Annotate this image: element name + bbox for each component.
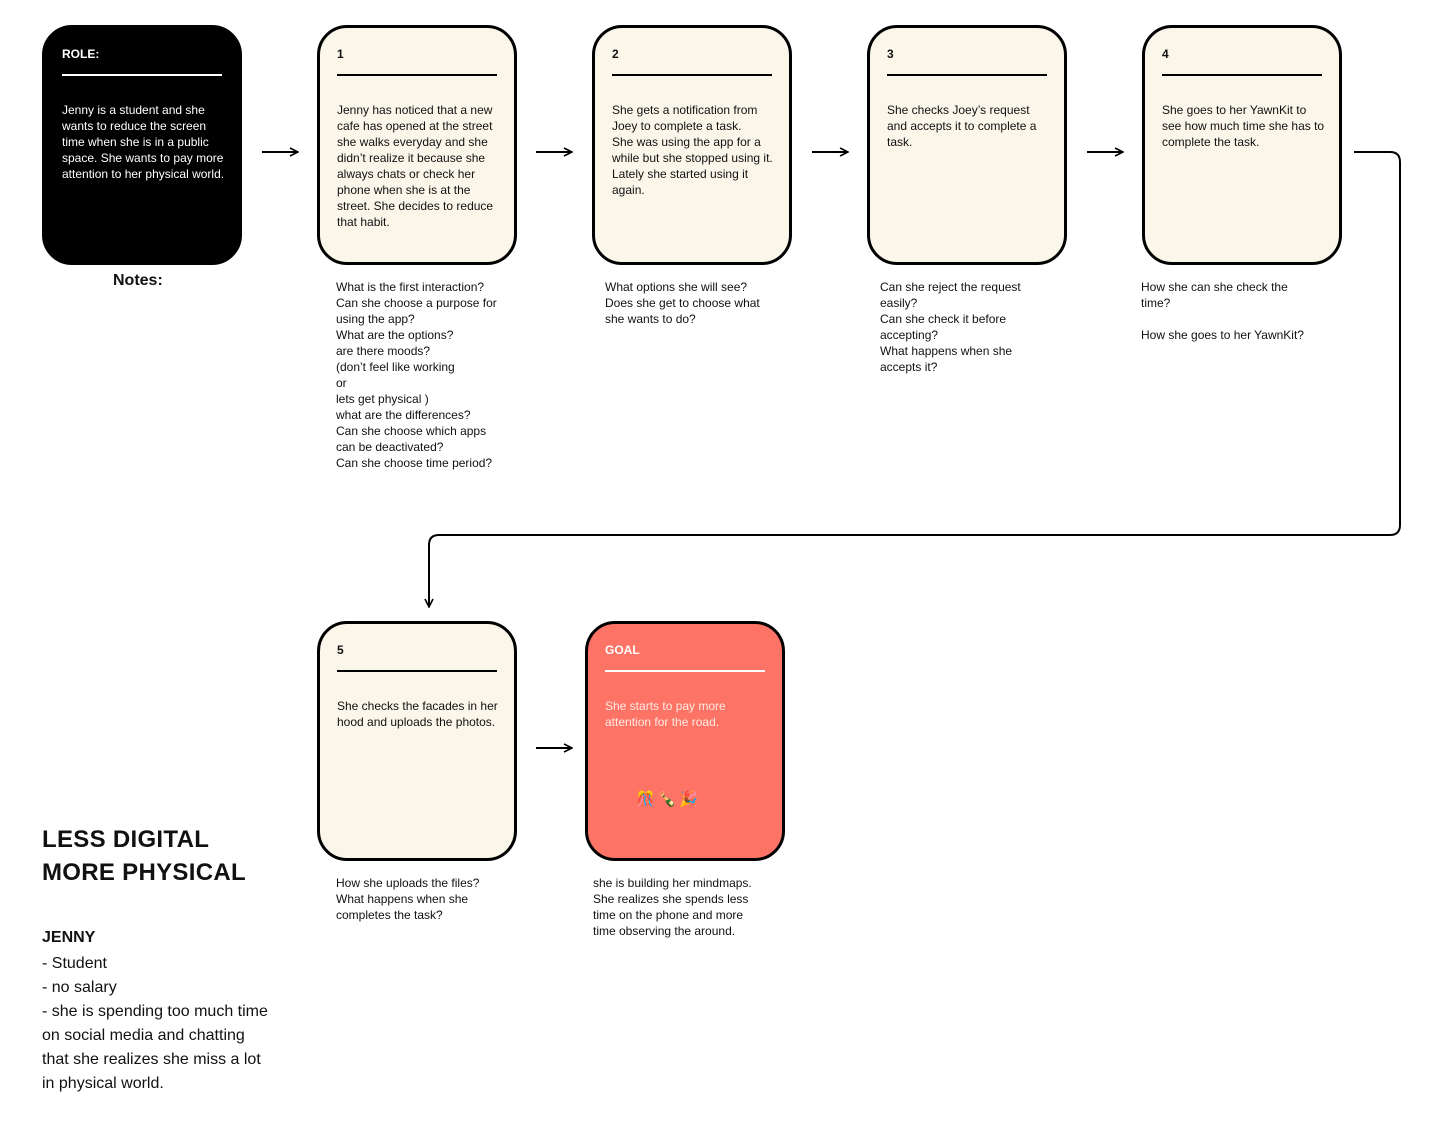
step-card-number: 4	[1162, 47, 1169, 61]
step-card-text: She gets a notification from Joey to complete a task. She was using the app for a while but she stopped using it. Lately she started using it again.	[612, 103, 773, 197]
role-card-heading: ROLE:	[62, 47, 100, 61]
step-card-divider	[887, 74, 1047, 76]
step-card-text: She checks Joey’s request and accepts it to complete a task.	[887, 103, 1037, 149]
step-card-text: She goes to her YawnKit to see how much time she has to complete the task.	[1162, 103, 1325, 149]
step-card-5	[317, 621, 517, 861]
notes-label: Notes:	[113, 272, 163, 289]
step-card-number: 3	[887, 47, 894, 61]
step-note-1: What is the first interaction? Can she choose a purpose for using the app? What are the options? are there moods? (don’t feel like working or lets get physical ) what are the differences? Can she choose which apps can be deactivated? Can she choose time period?	[336, 280, 497, 470]
goal-card-divider	[605, 670, 765, 672]
role-card-text: Jenny is a student and she wants to reduce the screen time when she is in a public space. She wants to pay more attention to her physical world.	[62, 103, 225, 181]
step-card-4	[1142, 25, 1342, 265]
step-card-divider	[337, 670, 497, 672]
step-card-divider	[1162, 74, 1322, 76]
step-card-text: She checks the facades in her hood and uploads the photos.	[337, 699, 498, 729]
step-card-text: Jenny has noticed that a new cafe has opened at the street she walks everyday and she didn’t realize it because she always chats or check her phone when she is at the street. She decides to reduce that habit.	[337, 103, 494, 229]
step-card-1	[317, 25, 517, 265]
step-note-4: How she can she check the time? How she goes to her YawnKit?	[1141, 280, 1304, 342]
step-card-divider	[337, 74, 497, 76]
step-note-3: Can she reject the request easily? Can she check it before accepting? What happens when she accepts it?	[880, 280, 1021, 374]
step-card-number: 1	[337, 47, 344, 61]
page-title: LESS DIGITAL MORE PHYSICAL	[42, 826, 246, 886]
goal-card	[585, 621, 785, 861]
role-card-divider	[62, 74, 222, 76]
goal-card-heading: GOAL	[605, 643, 640, 657]
role-card	[42, 25, 242, 265]
persona-name: JENNY	[42, 929, 96, 946]
persona-details: - Student - no salary - she is spending too much time on social media and chatting that she realizes she miss a lot in physical world.	[42, 955, 268, 1092]
step-note-5: How she uploads the files? What happens when she completes the task?	[336, 876, 480, 922]
step-card-number: 2	[612, 47, 619, 61]
step-card-divider	[612, 74, 772, 76]
goal-note: she is building her mindmaps. She realizes she spends less time on the phone and more time observing the around.	[593, 876, 752, 938]
step-card-2	[592, 25, 792, 265]
step-card-3	[867, 25, 1067, 265]
celebration-icon: 🎊🍾🎉	[636, 791, 702, 808]
step-note-2: What options she will see? Does she get to choose what she wants to do?	[605, 280, 760, 326]
step-card-number: 5	[337, 643, 344, 657]
goal-card-text: She starts to pay more attention for the road.	[605, 699, 726, 729]
